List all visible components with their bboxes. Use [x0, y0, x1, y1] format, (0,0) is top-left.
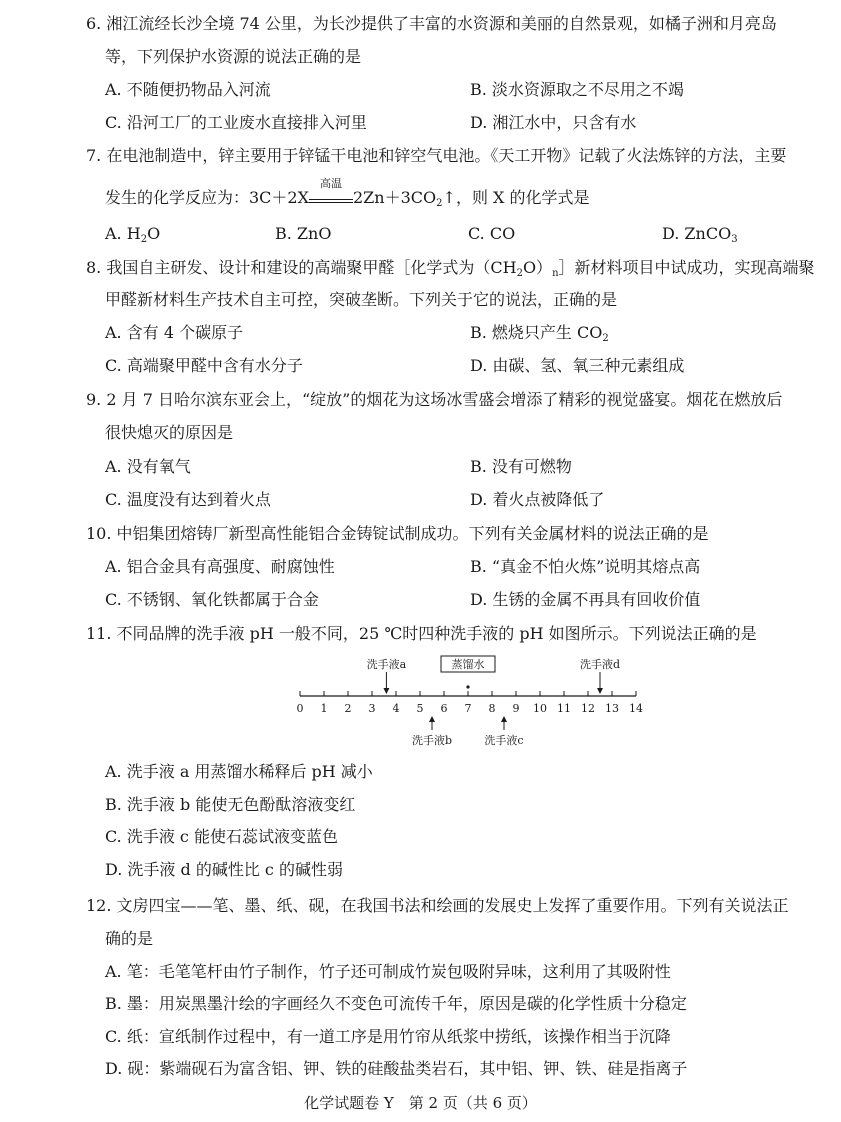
q6-option-c: C. 沿河工厂的工业废水直接排入河里 [105, 113, 367, 132]
q9-option-d: D. 着火点被降低了 [470, 490, 605, 509]
q11-option-b: B. 洗手液 b 能使无色酚酞溶液变红 [105, 795, 356, 814]
ph-tick-label: 2 [344, 702, 352, 715]
q7-stem-line2 [105, 177, 590, 214]
ph-tick-label: 5 [416, 702, 424, 715]
ph-scale-figure [288, 652, 648, 748]
q10-option-b: B. “真金不怕火炼”说明其熔点高 [470, 557, 701, 576]
q7-reactants: 发生的化学反应为：3C＋2X [105, 188, 309, 207]
ph-tick-label: 0 [296, 702, 304, 715]
q6-stem-line2: 等，下列保护水资源的说法正确的是 [105, 47, 362, 66]
q9-stem-line1: 9. 2 月 7 日哈尔滨东亚会上，“绽放”的烟花为这场冰雪盛会增添了精彩的视觉盛宴。烟花在燃放后 [86, 390, 783, 409]
q11-stem-line1: 11. 不同品牌的洗手液 pH 一般不同，25 ℃时四种洗手液的 pH 如图所示。下列说法正确的是 [86, 624, 757, 643]
ph-arrow-a-head [383, 688, 389, 694]
q12-stem-line1: 12. 文房四宝——笔、墨、纸、砚，在我国书法和绘画的发展史上发挥了重要作用。下列有关说法正 [86, 896, 789, 915]
ph-tick-label: 6 [440, 702, 448, 715]
q12-option-d: D. 砚：紫端砚石为富含铝、钾、铁的硅酸盐类岩石，其中铝、钾、铁、硅是指离子 [105, 1059, 688, 1078]
q12-option-a: A. 笔：毛笔笔杆由竹子制作，竹子还可制成竹炭包吸附异味，这利用了其吸附性 [105, 962, 671, 981]
ph-ticks [297, 691, 644, 715]
q7-option-b: B. ZnO [275, 224, 332, 243]
q8-stem-line2: 甲醛新材料生产技术自主可控，突破垄断。下列关于它的说法，正确的是 [105, 290, 618, 309]
q11-option-d: D. 洗手液 d 的碱性比 c 的碱性弱 [105, 860, 343, 879]
q10-option-d: D. 生锈的金属不再具有回收价值 [470, 590, 701, 609]
q7-option-c: C. CO [468, 224, 516, 243]
ph-label-a: 洗手液a [366, 658, 407, 671]
q10-option-a: A. 铝合金具有高强度、耐腐蚀性 [105, 557, 335, 576]
ph-label-b: 洗手液b [411, 734, 453, 747]
q8-option-c: C. 高端聚甲醛中含有水分子 [105, 356, 303, 375]
q8-option-b: B. 燃烧只产生 $CO_2$ [470, 323, 609, 344]
q9-option-c: C. 温度没有达到着火点 [105, 490, 271, 509]
ph-tick-label: 1 [320, 702, 328, 715]
q10-option-c: C. 不锈钢、氧化铁都属于合金 [105, 590, 319, 609]
q12-option-b: B. 墨：用炭黑墨汁绘的字画经久不变色可流传千年，原因是碳的化学性质十分稳定 [105, 994, 687, 1013]
ph-tick-label: 3 [368, 702, 376, 715]
ph-arrow-c-head [501, 716, 507, 722]
q6-option-b: B. 淡水资源取之不尽用之不竭 [470, 80, 684, 99]
q9-option-a: A. 没有氧气 [105, 457, 191, 476]
ph-tick-label: 14 [629, 702, 643, 715]
q11-option-a: A. 洗手液 a 用蒸馏水稀释后 pH 减小 [105, 762, 373, 781]
reaction-arrow [309, 177, 353, 203]
q7-co2-subscript: 2 [436, 198, 443, 209]
ph-tick-label: 12 [581, 702, 595, 715]
q7-option-d: D. ZnCO$_3$ [662, 224, 738, 245]
page-footer: 化学试题卷 Y 第 2 页（共 6 页） [304, 1094, 537, 1112]
q6-option-d: D. 湘江水中，只含有水 [470, 113, 637, 132]
q7-stem-line1: 7. 在电池制造中，锌主要用于锌锰干电池和锌空气电池。《天工开物》记载了火法炼锌的方法，主要 [86, 146, 787, 165]
ph-tick-label: 11 [557, 702, 571, 715]
q9-stem-line2: 很快熄灭的原因是 [105, 423, 234, 442]
ph-tick-label: 7 [464, 702, 472, 715]
q7-stem-end: ↑，则 X 的化学式是 [442, 188, 590, 207]
ph-label-c: 洗手液c [484, 734, 524, 747]
q11-option-c: C. 洗手液 c 能使石蕊试液变蓝色 [105, 827, 338, 846]
q12-stem-line2: 确的是 [105, 929, 154, 948]
ph-tick-label: 10 [533, 702, 547, 715]
ph-marker-distilled [466, 685, 469, 688]
ph-arrow-d-head [597, 688, 603, 694]
q8-stem-line1: 8. 我国自主研发、设计和建设的高端聚甲醛［化学式为$(CH_2O)_n]$新材料项目中试成功，实现高端聚 [86, 258, 815, 279]
ph-tick-label: 4 [392, 702, 400, 715]
q7-option-a: A. $H_2O$ [105, 224, 161, 245]
q12-option-c: C. 纸：宣纸制作过程中，有一道工序是用竹帘从纸浆中捞纸，该操作相当于沉降 [105, 1027, 671, 1046]
ph-label-distilled: 蒸馏水 [451, 658, 485, 671]
q6-stem-line1: 6. 湘江流经长沙全境 74 公里，为长沙提供了丰富的水资源和美丽的自然景观，如橘子洲和月亮岛 [86, 14, 777, 33]
ph-tick-label: 8 [488, 702, 496, 715]
q6-option-a: A. 不随便扔物品入河流 [105, 80, 271, 99]
q10-stem-line1: 10. 中铝集团熔铸厂新型高性能铝合金铸锭试制成功。下列有关金属材料的说法正确的是 [86, 524, 709, 543]
q9-option-b: B. 没有可燃物 [470, 457, 572, 476]
ph-arrow-b-head [429, 716, 435, 722]
ph-tick-label: 13 [605, 702, 619, 715]
q7-products: 2Zn＋3CO [353, 188, 437, 207]
q8-option-d: D. 由碳、氢、氧三种元素组成 [470, 356, 685, 375]
ph-label-d: 洗手液d [579, 658, 621, 671]
ph-tick-label: 9 [512, 702, 520, 715]
q8-option-a: A. 含有 4 个碳原子 [105, 323, 244, 342]
reaction-condition: 高温 [320, 177, 342, 190]
